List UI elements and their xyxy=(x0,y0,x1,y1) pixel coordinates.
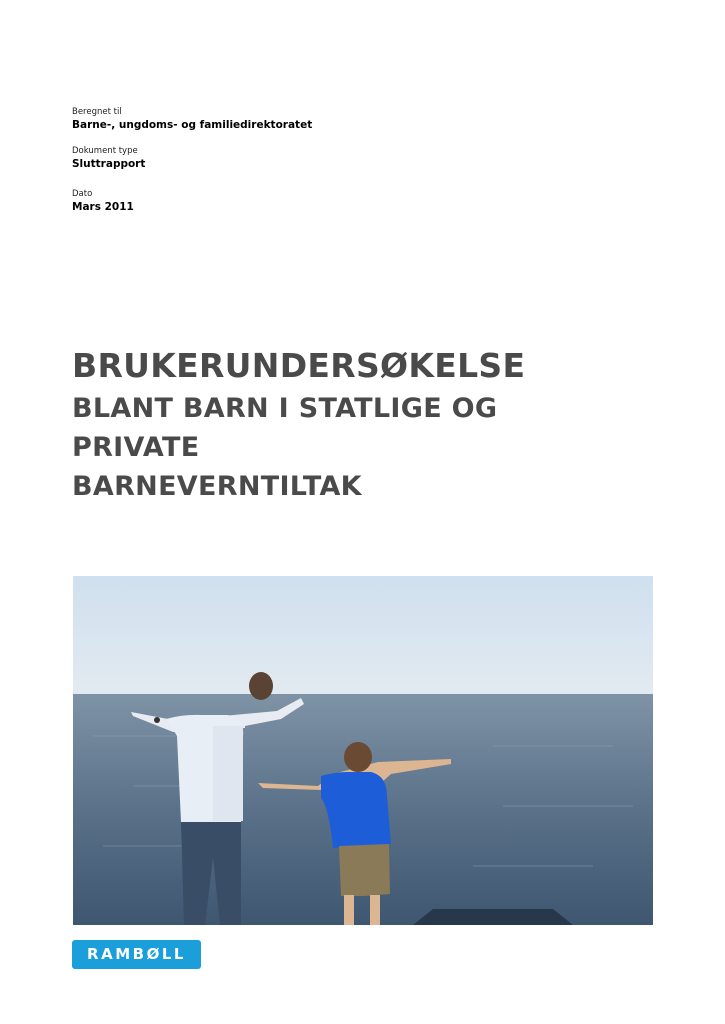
recipient-label: Beregnet til xyxy=(72,107,122,117)
meta-doctype xyxy=(72,146,145,171)
ramboll-logo xyxy=(72,940,201,969)
subtitle-line-1: BLANT BARN I STATLIGE OG xyxy=(72,393,498,424)
title-main: BRUKERUNDERSØKELSE xyxy=(72,346,526,385)
pier-edge xyxy=(413,909,573,925)
title-subtitle xyxy=(72,389,672,506)
date-label: Dato xyxy=(72,189,93,199)
subtitle-line-3: BARNEVERNTILTAK xyxy=(72,471,362,502)
document-title xyxy=(72,343,672,506)
doctype-value: Sluttrapport xyxy=(72,158,146,170)
meta-recipient xyxy=(72,107,312,132)
doctype-label: Dokument type xyxy=(72,146,138,156)
sky xyxy=(73,576,653,696)
cover-photo xyxy=(73,576,653,925)
date-value: Mars 2011 xyxy=(72,201,134,213)
meta-date xyxy=(72,189,134,214)
subtitle-line-2: PRIVATE xyxy=(72,432,200,463)
logo-text: RAMBØLL xyxy=(87,945,186,963)
recipient-value: Barne-, ungdoms- og familiedirektoratet xyxy=(72,119,313,131)
